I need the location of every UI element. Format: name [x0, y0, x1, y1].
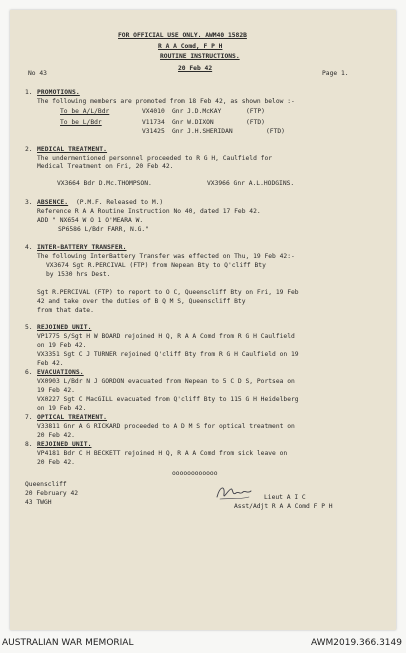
absence-note: (P.M.F. Released to M.)	[76, 199, 164, 206]
section-line: VX0903 L/Bdr N J GORDON evacuated from Nepean to 5 C D S, Portsea on	[37, 378, 295, 385]
section-line: Medical Treatment on Fri, 20 Feb 42.	[37, 163, 174, 170]
archive-name: AUSTRALIAN WAR MEMORIAL	[2, 638, 134, 648]
document-title: ROUTINE INSTRUCTIONS.	[160, 53, 240, 60]
section-line: 20 Feb 42.	[37, 432, 75, 439]
section-line: VX3674 Sgt R.PERCIVAL (FTP) from Nepean Bty to Q'cliff Bty	[46, 262, 266, 269]
document-date: 20 Feb 42	[178, 65, 213, 72]
section-line: V33811 Gnr A G RICKARD proceeded to A D M S for optical treatment on	[37, 423, 295, 430]
section-heading-rejoined-2: REJOINED UNIT.	[37, 441, 92, 448]
section-number-6: 6.	[25, 369, 33, 376]
personnel-entry: VX3966 Gnr A.L.HODGINS.	[207, 180, 295, 187]
promotion-name: Gnr J.D.McKAY	[172, 108, 222, 115]
section-heading-transfer: INTER-BATTERY TRANSFER.	[37, 244, 127, 251]
signatory-role: Asst/Adjt R A A Comd F P H	[234, 503, 333, 510]
promotion-note: (FTP)	[246, 108, 265, 115]
instruction-number: No 43	[28, 70, 47, 77]
section-line: The following members are promoted from 18 Feb 42, as shown below :-	[37, 98, 295, 105]
section-heading-promotions: PROMOTIONS.	[37, 89, 80, 96]
closing-separator: oooooooooooo	[172, 470, 218, 477]
section-line: The undermentioned personnel proceeded to R G H, Caulfield for	[37, 155, 273, 162]
section-heading-optical: OPTICAL TREATMENT.	[37, 414, 108, 421]
section-number-4: 4.	[25, 244, 33, 251]
section-line: by 1530 hrs Dest.	[46, 271, 111, 278]
promotion-name: Gnr J.H.SHERIDAN	[172, 128, 233, 135]
promotion-number: V11734	[142, 119, 165, 126]
archive-reference: AWM2019.366.3149	[310, 638, 402, 648]
section-line: The following InterBattery Transfer was effected on Thu, 19 Feb 42:-	[37, 253, 295, 260]
section-line: VP4181 Bdr C H BECKETT rejoined H Q, R A A Comd from sick leave on	[37, 450, 288, 457]
section-line: SP6586 L/Bdr FARR, N.G."	[58, 226, 149, 233]
promotion-rank: To be L/Bdr	[60, 119, 102, 126]
section-number-5: 5.	[25, 324, 33, 331]
section-line: ADD " NX654 W O 1 O'MEARA W.	[37, 217, 144, 224]
section-number-8: 8.	[25, 441, 33, 448]
section-line: on 19 Feb 42.	[37, 405, 87, 412]
handwritten-signature	[214, 482, 254, 504]
section-heading-rejoined: REJOINED UNIT.	[37, 324, 92, 331]
section-number-7: 7.	[25, 414, 33, 421]
classification-line: FOR OFFICIAL USE ONLY. AWM40 1582B	[118, 32, 247, 39]
personnel-entry: VX3664 Bdr D.Mc.THOMPSON.	[57, 180, 152, 187]
page-number: Page 1.	[322, 70, 349, 77]
section-line: VP1775 S/Sgt H W BOARD rejoined H Q, R A A Comd from R G H Caulfield	[37, 333, 295, 340]
unit-line: R A A Comd, F P H	[158, 43, 223, 50]
section-number-3: 3.	[25, 199, 33, 206]
promotion-number: V31425	[142, 128, 165, 135]
section-number-2: 2.	[25, 146, 33, 153]
promotion-number: VX4010	[142, 108, 165, 115]
section-heading-medical: MEDICAL TREATMENT.	[37, 146, 108, 153]
section-line: 19 Feb 42.	[37, 387, 75, 394]
promotion-note: (FTD)	[246, 119, 265, 126]
section-line: Reference R A A Routine Instruction No 40, dated 17 Feb 42.	[37, 208, 261, 215]
section-heading-absence: ABSENCE.	[37, 199, 69, 206]
closing-date: 20 February 42	[25, 490, 79, 497]
promotion-rank: To be A/L/Bdr	[60, 108, 110, 115]
section-line: from that date.	[37, 307, 94, 314]
promotion-note: (FTD)	[266, 128, 285, 135]
section-line: Sgt R.PERCIVAL (FTP) to report to O C, Queenscliff Bty on Fri, 19 Feb	[37, 289, 299, 296]
section-line: 20 Feb 42.	[37, 459, 75, 466]
section-line: on 19 Feb 42.	[37, 342, 87, 349]
document-page	[10, 10, 396, 630]
section-number-1: 1.	[25, 89, 33, 96]
section-line: Feb 42.	[37, 360, 64, 367]
promotion-name: Gnr W.DIXON	[172, 119, 214, 126]
section-line: 42 and take over the duties of B Q M S, Queenscliff Bty	[37, 298, 246, 305]
section-line: VX0227 Sgt C MacGILL evacuated from Q'cliff Bty to 115 G H Heidelberg	[37, 396, 299, 403]
closing-reference: 43 TWGH	[25, 499, 52, 506]
closing-place: Queenscliff	[25, 481, 67, 488]
archive-footer	[0, 636, 406, 653]
section-heading-evacuations: EVACUATIONS.	[37, 369, 84, 376]
signatory-rank: Lieut A I C	[264, 494, 306, 501]
section-line: VX3351 Sgt C J TURNER rejoined Q'cliff Bty from R G H Caulfield on 19	[37, 351, 299, 358]
